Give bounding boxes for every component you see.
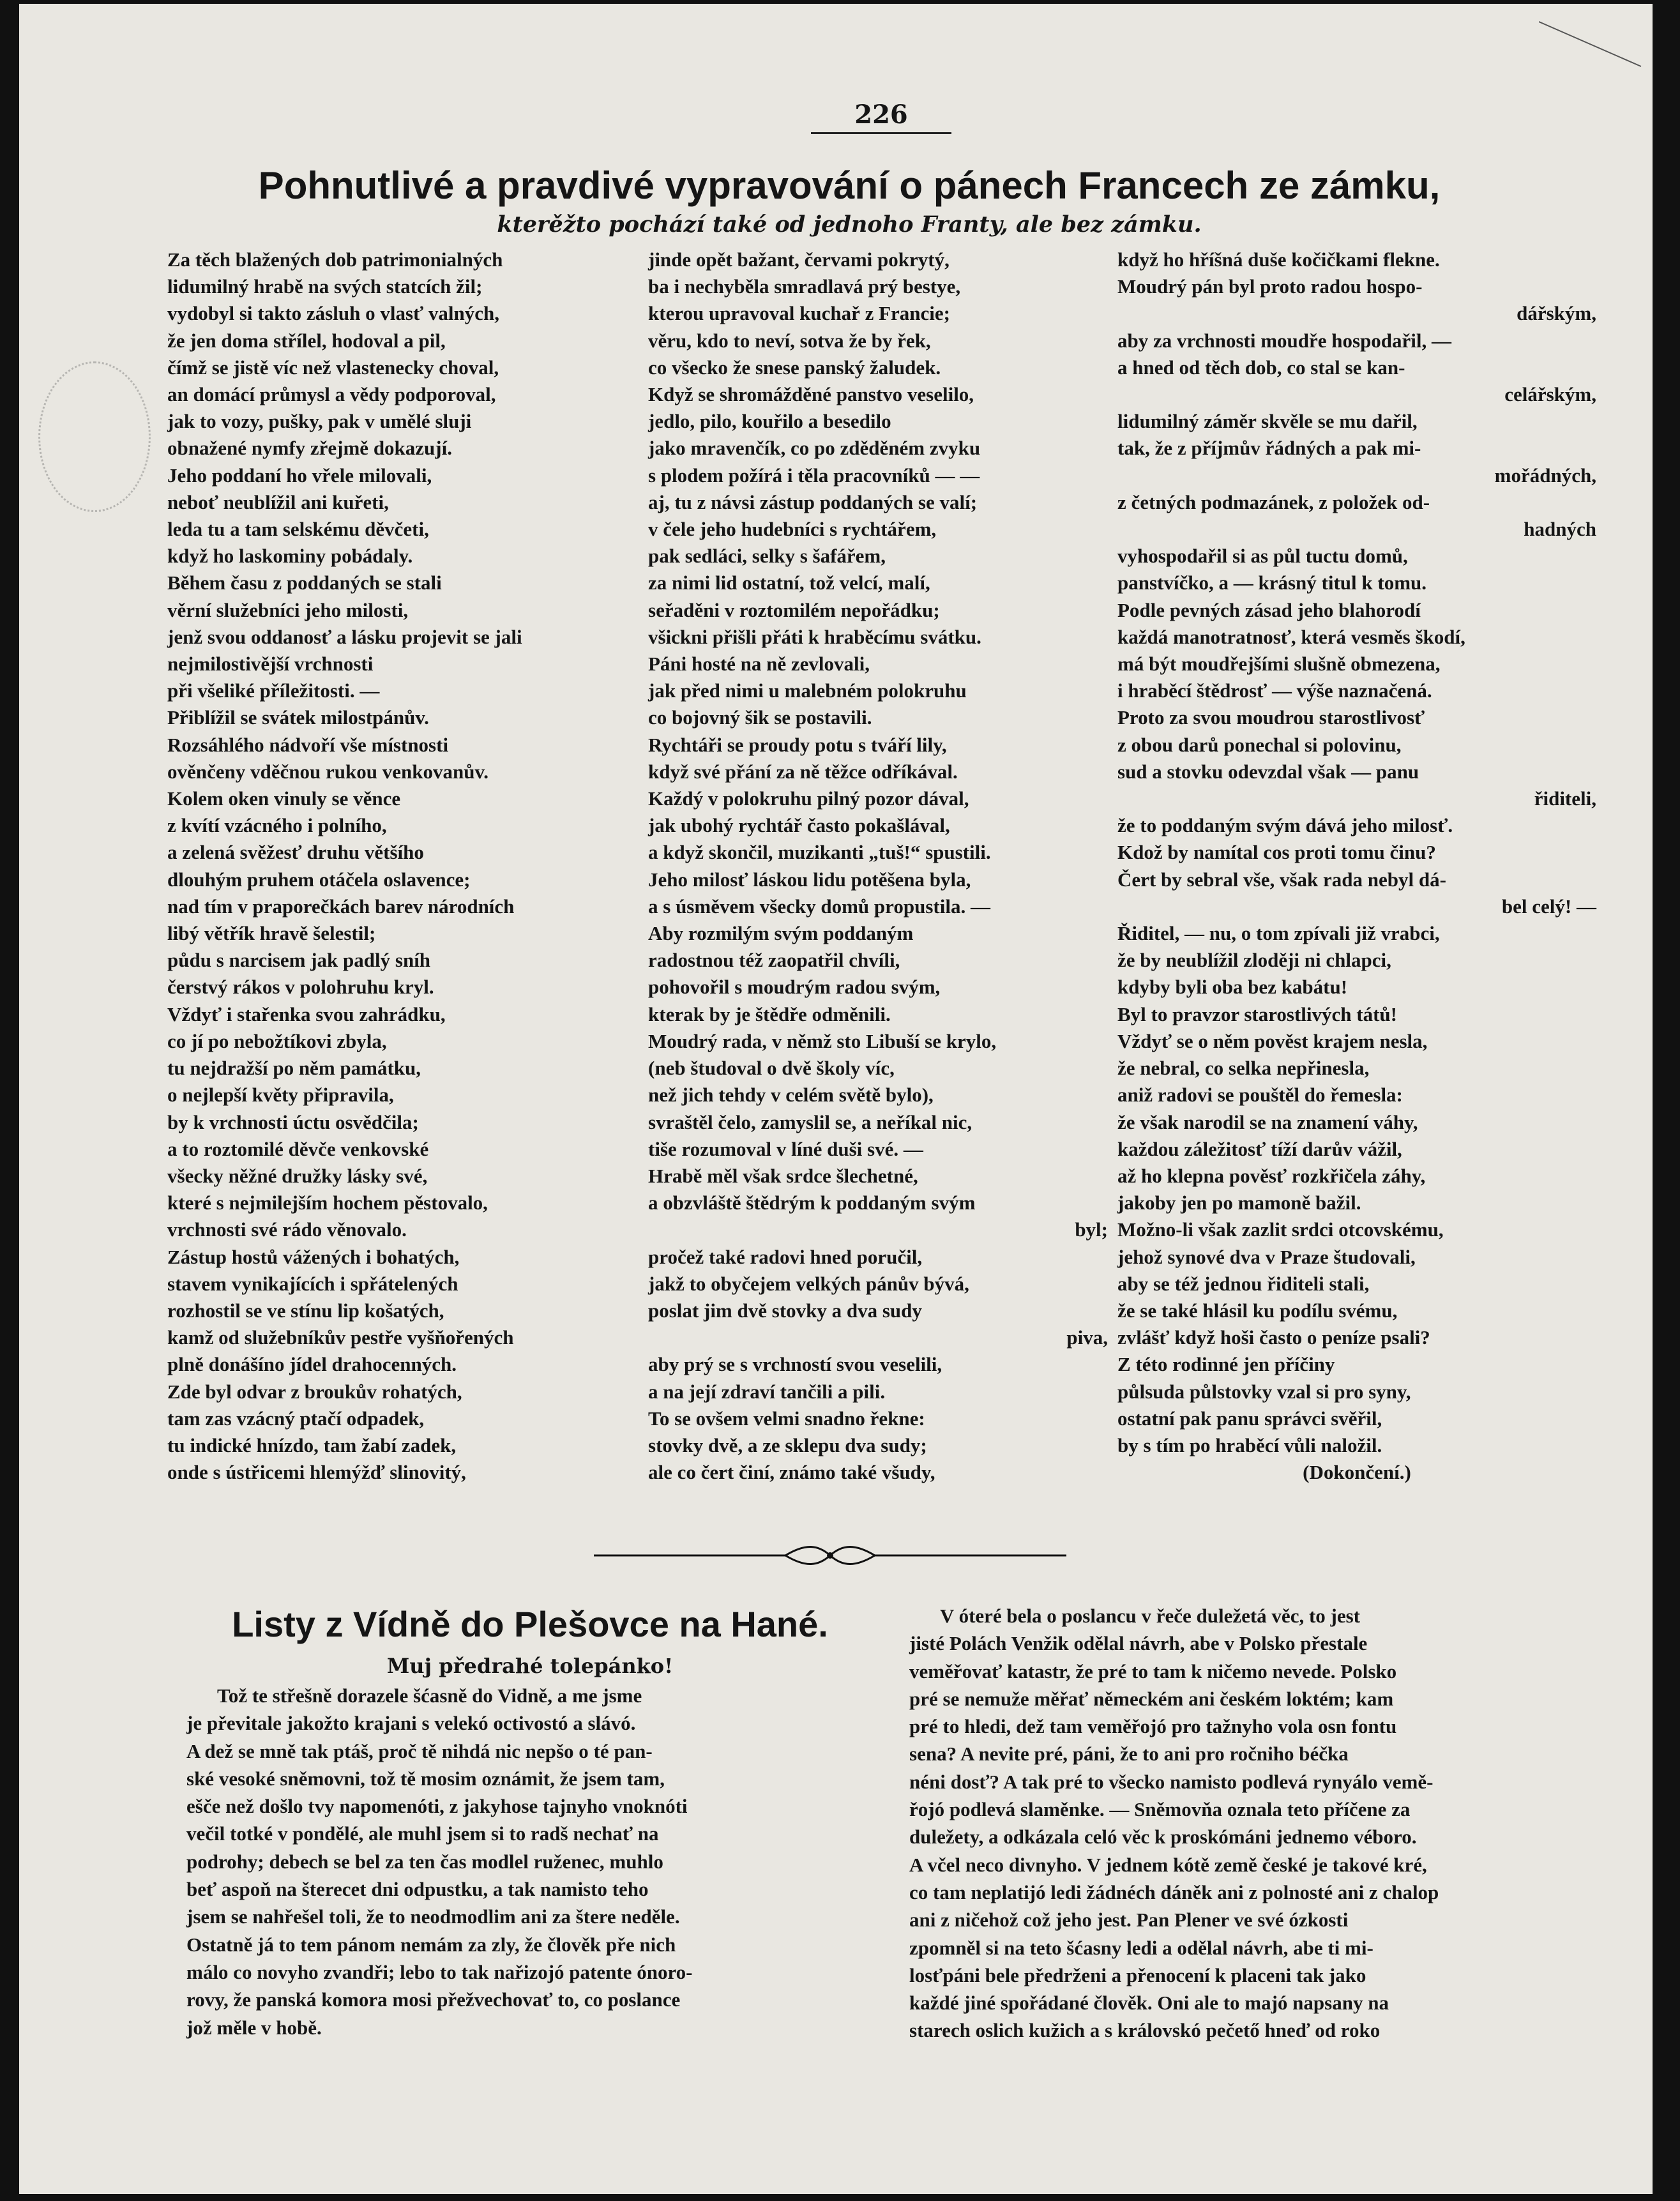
poem-line: Přiblížil se svátek milostpánův. [167,706,429,729]
poem-line: rozhostil se ve stínu lip košatých, [167,1299,444,1322]
poem-line: aj, tu z návsi zástup poddaných se valí; [648,490,978,513]
poem-line: že by neublížil zloději ni chlapci, [1117,949,1391,972]
poem-line: celářským, [1504,383,1596,406]
poem-line: (neb študoval o dvě školy víc, [648,1057,895,1080]
poem-line: lidumilný záměr skvěle se mu dařil, [1117,410,1418,433]
prose-line: večil totké v pondělé, ale muhl jsem si to radš nechať na [186,1822,659,1845]
poem-line: věrní služebníci jeho milosti, [167,598,409,621]
poem-line: aby za vrchnosti moudře hospodařil, — [1117,329,1452,352]
poem-line: z četných podmazánek, z položek od- [1117,490,1430,513]
poem-line: radostnou též zaopatřil chvíli, [648,949,900,972]
poem-line: To se ovšem velmi snadno řekne: [648,1407,925,1430]
poem-line: které s nejmilejším hochem pěstovalo, [167,1191,488,1214]
poem-line: co jí po nebožtíkovi zbyla, [167,1029,387,1052]
poem-line: i hraběcí štědrosť — výše naznačená. [1117,679,1432,702]
poem-line: Během času z poddaných se stali [167,571,442,594]
poem-line: vydobyl si takto zásluh o vlasť valných, [167,302,500,325]
poem-line: nad tím v praporečkách barev národních [167,895,515,918]
poem-line: všickni přišli přáti k hraběcímu svátku. [648,625,981,648]
poem-line: a s úsměvem všecky domů propustila. — [648,895,990,918]
poem-line: půlsuda půlstovky vzal si pro syny, [1117,1380,1411,1403]
poem-line: každou záležitosť tíží darův vážil, [1117,1137,1402,1160]
poem-line: když ho laskominy pobádaly. [167,545,413,568]
poem-line: jakž to obyčejem velkých pánův bývá, [648,1272,969,1295]
poem-line: ověnčeny vděčnou rukou venkovanův. [167,760,488,783]
article-subtitle: kterěžto pochází také od jednoho Franty, ale bez zámku. [497,211,1202,238]
poem-line: jenž svou oddanosť a lásku projevit se jali [167,625,522,648]
poem-line: zvlášť když hoši často o peníze psali? [1117,1326,1430,1349]
poem-line: Možno-li však zazlit srdci otcovskému, [1117,1218,1444,1241]
poem-line: Kolem oken vinuly se věnce [167,787,401,810]
poem-line: tu nejdražší po něm památku, [167,1057,421,1080]
poem-line: a zelená svěžesť druhu většího [167,841,424,864]
prose-line: každé jiné spořádané člověk. Oni ale to majó napsany na [909,1992,1389,2015]
poem-line: Rychtáři se proudy potu s tváří lily, [648,733,947,756]
page-number: 226 [811,100,951,134]
article-title: Pohnutlivé a pravdivé vypravování o pánech Francech ze zámku, [258,164,1441,207]
poem-line: za nimi lid ostatní, tož velcí, malí, [648,571,930,594]
poem-line: obnažené nymfy zřejmě dokazují. [167,437,452,460]
poem-line: svraštěl čelo, zamyslil se, a neříkal nic, [648,1110,972,1133]
poem-line: plně donášíno jídel drahocenných. [167,1353,457,1376]
poem-line: s plodem požírá i těla pracovníků — — [648,464,980,487]
poem-line: až ho klepna pověsť rozkřičela záhy, [1117,1164,1426,1187]
poem-line: má být moudřejšími slušně obmezena, [1117,653,1441,676]
prose-line: A včel neco divnyho. V jednem kótě země české je takové kré, [909,1853,1427,1876]
prose-line: A dež se mně tak ptáš, proč tě nihdá nic nepšo o té pan- [186,1739,653,1762]
poem-line: z kvítí vzácného i polního, [167,814,387,837]
prose-line: Tož te střešně dorazele šćasně do Vidně, a me jsme [217,1684,642,1707]
poem-line: by k vrchnosti úctu osvědčila; [167,1110,419,1133]
poem-line: jinde opět bažant, červami pokrytý, [648,248,950,271]
poem-line: Zástup hostů vážených i bohatých, [167,1245,460,1268]
poem-line: jak před nimi u malebném polokruhu [648,679,967,702]
poem-line: co všecko že snese panský žaludek. [648,356,941,379]
poem-line: jehož synové dva v Praze študovali, [1117,1245,1416,1268]
poem-line: kdyby byli oba bez kabátu! [1117,976,1348,999]
prose-line: podrohy; debech se bel za ten čas modlel ruženec, muhlo [186,1850,663,1873]
poem-line: čímž se jistě víc než vlastenecky choval, [167,356,499,379]
poem-line: při všeliké příležitosti. — [167,679,380,702]
prose-line: je převitale jakožto krajani s velekó octivostó a slávó. [186,1712,636,1735]
poem-line: že to poddaným svým dává jeho milosť. [1117,814,1453,837]
poem-line: a když skončil, muzikanti „tuš!“ spustili. [648,841,991,864]
poem-line: Zde byl odvar z broukův rohatých, [167,1380,462,1403]
poem-line: Proto za svou moudrou starostlivosť [1117,706,1425,729]
poem-line: tam zas vzácný ptačí odpadek, [167,1407,425,1430]
poem-line: ale co čert činí, známo také všudy, [648,1461,935,1484]
prose-line: V óteré bela o poslancu v řeče duležetá věc, to jest [940,1605,1360,1627]
letter-title: Listy z Vídně do Plešovce na Hané. [232,1604,828,1644]
poem-line: vyhospodařil si as půl tuctu domů, [1117,545,1408,568]
poem-line: Aby rozmilým svým poddaným [648,922,914,945]
poem-line: dlouhým pruhem otáčela oslavence; [167,868,471,891]
poem-line: Čert by sebral vše, však rada nebyl dá- [1117,868,1446,891]
poem-line: byl; [1075,1218,1108,1241]
poem-line: Vždyť i stařenka svou zahrádku, [167,1002,446,1025]
poem-column-2 [648,246,1108,1486]
poem-line: panstvíčko, a — krásný titul k tomu. [1117,571,1427,594]
poem-line: Z této rodinné jen příčiny [1117,1353,1335,1376]
poem-line: půdu s narcisem jak padlý sníh [167,949,431,972]
prose-line: ské vesoké sněmovni, tož tě mosim oznámit, že jsem tam, [186,1767,665,1790]
prose-line: veměřovať katastr, že pré to tam k ničemo nevede. Polsko [909,1660,1397,1683]
torn-corner-mark [1539,15,1647,73]
poem-line: a hned od těch dob, co stal se kan- [1117,356,1405,379]
poem-line: věru, kdo to neví, sotva že by řek, [648,329,931,352]
poem-line: kamž od služebníkův pestře vyšňořených [167,1326,514,1349]
poem-line: řiditeli, [1534,787,1596,810]
poem-line: o nejlepší květy připravila, [167,1084,394,1107]
poem-line: jak ubohý rychtář často pokašlával, [648,814,950,837]
poem-line: mořádných, [1494,464,1596,487]
prose-line: jož měle v hobě. [186,2016,322,2039]
poem-line: a to roztomilé děvče venkovské [167,1137,429,1160]
poem-line: kterak by je štědře odměnili. [648,1002,891,1025]
ornamental-divider [594,1543,1066,1568]
letter-salutation: Muj předrahé tolepánko! [386,1654,674,1678]
poem-line: v čele jeho hudebníci s rychtářem, [648,518,937,541]
poem-line: Rozsáhlého nádvoří vše místnosti [167,733,449,756]
poem-line: Každý v polokruhu pilný pozor dával, [648,787,969,810]
poem-line: an domácí průmysl a vědy podporoval, [167,383,496,406]
poem-line: leda tu a tam selskému děvčeti, [167,518,429,541]
poem-line: vrchnosti své rádo věnovalo. [167,1218,407,1241]
poem-line: jako mravenčík, co po zděděném zvyku [648,437,981,460]
poem-line: že se také hlásil ku podílu svému, [1117,1299,1398,1322]
newspaper-page [19,4,1653,2194]
poem-column-1 [167,246,627,1486]
letter-column-right [909,1602,1599,2045]
poem-line: a na její zdraví tančili a pili. [648,1380,886,1403]
poem-line: Vždyť se o něm pověst krajem nesla, [1117,1029,1428,1052]
poem-line: stovky dvě, a ze sklepu dva sudy; [648,1433,927,1456]
poem-line: když ho hříšná duše kočičkami flekne. [1117,248,1440,271]
library-stamp [38,361,151,512]
prose-line: jisté Polách Venžik odělal návrh, abe v Polsko přestale [909,1632,1368,1655]
poem-line: Jeho milosť láskou lidu potěšena byla, [648,868,971,891]
poem-line: Hrabě měl však srdce šlechetné, [648,1164,918,1187]
prose-line: pré se nemuže měřať německém ani českém loktém; kam [909,1687,1394,1710]
poem-line: tiše rozumoval v líné duši své. — [648,1137,923,1160]
prose-line: řojó podlevá slaměnke. — Sněmovňa oznala teto příčene za [909,1798,1411,1821]
poem-line: dářským, [1517,302,1596,325]
poem-line: ostatní pak panu správci svěřil, [1117,1407,1382,1430]
poem-line: Byl to pravzor starostlivých tátů! [1117,1002,1397,1025]
poem-line: a obzvláště štědrým k poddaným svým [648,1191,976,1214]
prose-line: pré to hledi, dež tam veměřojó pro tažnyho vola osn fontu [909,1715,1397,1738]
prose-line: sena? A nevite pré, páni, že to ani pro ročniho béčka [909,1743,1349,1766]
poem-line: seřaděni v roztomilém nepořádku; [648,598,940,621]
poem-line: že jen doma střílel, hodoval a pil, [167,329,446,352]
prose-line: rovy, že panská komora mosi přežvechovať to, co poslance [186,1988,681,2011]
poem-line: Kdož by namítal cos proti tomu činu? [1117,841,1436,864]
poem-column-3 [1117,246,1596,1486]
poem-line: Podle pevných zásad jeho blahorodí [1117,598,1421,621]
poem-line: stavem vynikajících i spřátelených [167,1272,458,1295]
continuation-note: (Dokončení.) [1303,1461,1411,1484]
poem-line: co bojovný šik se postavili. [648,706,872,729]
poem-line: piva, [1066,1326,1108,1349]
poem-line: by s tím po hraběcí vůli naložil. [1117,1433,1382,1456]
prose-line: beť aspoň na šterecet dni odpustku, a tak namisto teho [186,1878,649,1901]
poem-line: pohovořil s moudrým radou svým, [648,976,941,999]
poem-line: aby prý se s vrchností svou veselili, [648,1353,942,1376]
poem-line: když své přání za ně těžce odříkával. [648,760,958,783]
poem-line: všecky něžné družky lásky své, [167,1164,428,1187]
poem-line: bel celý! — [1501,895,1596,918]
prose-line: málo co novyho zvandři; lebo to tak nařizojó patente ónoro- [186,1960,693,1983]
poem-line: jak to vozy, pušky, pak v umělé sluji [167,410,472,433]
poem-line: onde s ústřicemi hlemýžď slinovitý, [167,1461,466,1484]
prose-line: duležety, a odkázala celó věc k proskómáni jednemo véboro. [909,1826,1417,1849]
poem-line: každá manotratnosť, která vesměs škodí, [1117,625,1465,648]
poem-line: kterou upravoval kuchař z Francie; [648,302,951,325]
poem-line: z obou darů ponechal si polovinu, [1117,733,1402,756]
poem-line: Páni hosté na ně zevlovali, [648,653,870,676]
poem-line: Moudrý pán byl proto radou hospo- [1117,275,1423,298]
poem-line: jedlo, pilo, kouřilo a besedilo [648,410,891,433]
poem-line: tu indické hnízdo, tam žabí zadek, [167,1433,457,1456]
poem-line: Jeho poddaní ho vřele milovali, [167,464,432,487]
prose-line: Ostatně já to tem pánom nemám za zly, že člověk pře nich [186,1933,676,1956]
poem-line: neboť neublížil ani kuřeti, [167,490,389,513]
prose-line: starech oslich kužich a s královskó pečető hneď od roko [909,2019,1381,2042]
poem-line: libý větřík hravě šelestil; [167,922,376,945]
prose-line: zpomněl si na teto šćasny ledi a odělal návrh, abe ti mi- [909,1936,1374,1959]
prose-line: jsem se nahřešel toli, že to neodmodlim ani za štere neděle. [186,1905,680,1928]
poem-line: Za těch blažených dob patrimonialných [167,248,503,271]
poem-line: pročež také radovi hned poručil, [648,1245,923,1268]
poem-line: že nebral, co selka nepřinesla, [1117,1057,1370,1080]
poem-line: čerstvý rákos v polohruhu kryl. [167,976,434,999]
poem-line: aniž radovi se pouštěl do řemesla: [1117,1084,1403,1107]
letter-column-left [186,1682,876,2041]
poem-line: lidumilný hrabě na svých statcích žil; [167,275,483,298]
poem-line: ba i nechyběla smradlavá prý bestye, [648,275,961,298]
poem-line: že však narodil se na znamení váhy, [1117,1110,1418,1133]
prose-line: losťpáni bele předrženi a přenocení k placeni tak jako [909,1963,1366,1986]
poem-line: jakoby jen po mamoně bažil. [1117,1191,1361,1214]
poem-line: než jich tehdy v celém světě bylo), [648,1084,934,1107]
prose-line: co tam neplatijó ledi žádnéch dáněk ani z polnosté ani z chalop [909,1880,1439,1903]
poem-line: Když se shromážděné panstvo veselilo, [648,383,974,406]
poem-line: nejmilostivější vrchnosti [167,653,374,676]
poem-line: sud a stovku odevzdal však — panu [1117,760,1419,783]
poem-line: pak sedláci, selky s šafářem, [648,545,886,568]
prose-line: ešče než došlo tvy napomenóti, z jakyhose tajnyho vnoknóti [186,1795,688,1818]
poem-line: hadných [1524,518,1596,541]
poem-line: aby se též jednou řiditeli stali, [1117,1272,1370,1295]
prose-line: néni dosť? A tak pré to všecko namisto podlevá rynyálo vemě- [909,1770,1434,1793]
poem-line: poslat jim dvě stovky a dva sudy [648,1299,922,1322]
prose-line: ani z ničehož což jeho jest. Pan Plener ve své ózkosti [909,1909,1349,1932]
poem-line: Moudrý rada, v němž sto Libuší se krylo, [648,1029,997,1052]
poem-line: Řiditel, — nu, o tom zpívali již vrabci, [1117,922,1440,945]
poem-line: tak, že z příjmův řádných a pak mi- [1117,437,1421,460]
